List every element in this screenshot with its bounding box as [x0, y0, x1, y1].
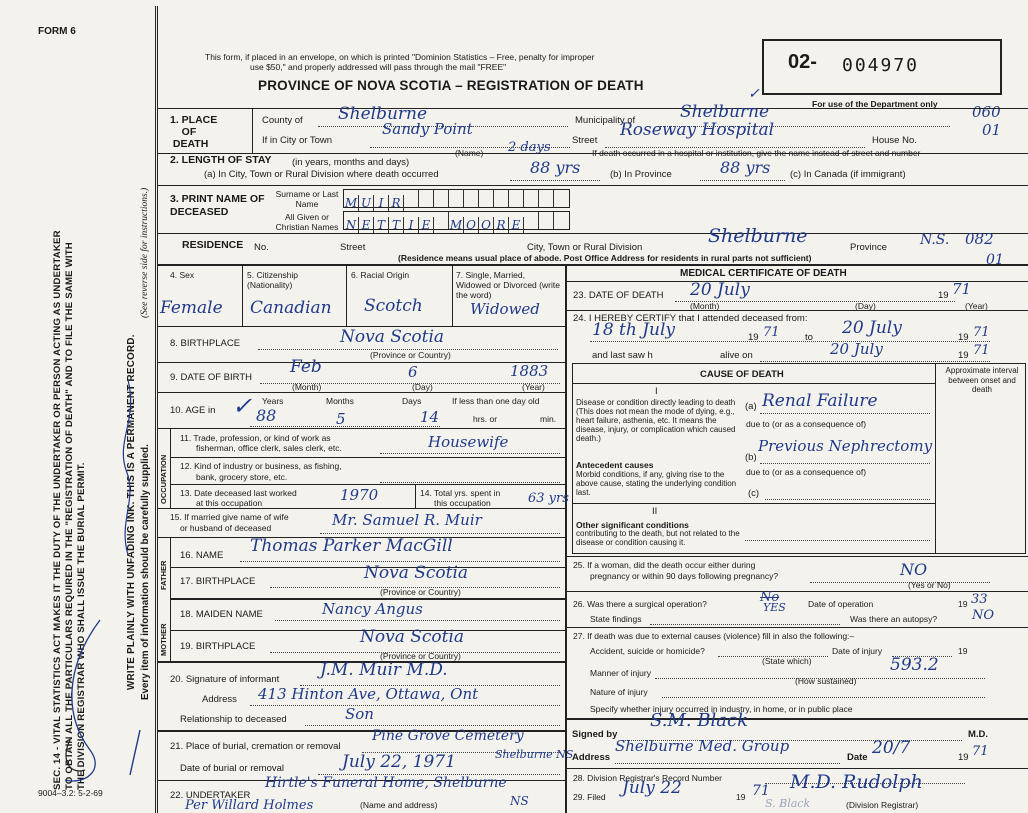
interval-header: Approximate interval between onset and death [945, 366, 1019, 394]
given-letter: N [344, 217, 359, 234]
q27-label: 27. If death was due to external causes (violence) fill in also the following:– [573, 631, 855, 641]
trade-label-2: fisherman, office clerk, sales clerk, etc. [196, 443, 342, 453]
industry-label-1: 12. Kind of industry or business, as fishing, [180, 461, 342, 471]
age-months-value: 5 [336, 410, 346, 428]
signed-by-label: Signed by [572, 729, 618, 740]
certify-label: 24. I HEREBY CERTIFY that I attended deceased from: [573, 313, 808, 324]
informant-address-value: 413 Hinton Ave, Ottawa, Ont [258, 685, 479, 703]
to-label: to [805, 332, 813, 343]
mother-birthplace-label: 19. BIRTHPLACE [180, 641, 256, 652]
autopsy-label: Was there an autopsy? [850, 614, 938, 624]
rule [567, 768, 1028, 769]
dob-month-label: (Month) [292, 382, 322, 392]
residence-city-value: Shelburne [708, 225, 808, 247]
md-label: M.D. [968, 729, 989, 740]
filed-label: 29. Filed [573, 792, 606, 802]
q26-struck: No [760, 590, 780, 605]
registration-number-box [762, 39, 1002, 95]
dept-code-3: 082 [965, 230, 994, 248]
street-label: Street [572, 135, 598, 146]
stay-local-value: 88 yrs [530, 158, 581, 177]
injury-date-prefix: 19 [958, 646, 968, 656]
given-letter: R [494, 217, 509, 234]
last-nineteen: 19 [958, 350, 969, 361]
op-date-label: Date of operation [808, 599, 874, 609]
death-year-label: (Year) [965, 301, 988, 311]
specify-label: Specify whether injury occurred in industry, in home, or in public place [590, 704, 853, 714]
given-letter: O [479, 217, 494, 234]
undertaker-sub: (Name and address) [360, 800, 438, 810]
cause-a-prefix: (a) [745, 401, 757, 412]
sign-date-label: Date [847, 752, 868, 763]
city-label: If in City or Town [262, 135, 333, 146]
given-letter: I [404, 217, 419, 234]
signer-address-label: Address [572, 752, 611, 763]
given-label: All Given or Christian Names [275, 212, 339, 232]
residence-city-label: City, Town or Rural Division [527, 242, 643, 253]
dob-day-label: (Day) [412, 382, 433, 392]
age-months-label: Months [326, 396, 354, 406]
name-sub-label: (Name) [455, 148, 484, 158]
faint-stamp: S. Black [765, 797, 811, 810]
total-label-2: this occupation [434, 498, 491, 508]
q25-label-1: 25. If a woman, did the death occur either during [573, 560, 756, 570]
surname-letter [509, 190, 524, 207]
signer-address-value: Shelburne Med. Group [615, 737, 790, 755]
place-label: 1. PLACE OF DEATH [170, 114, 218, 150]
sign-date-value: 20/7 [872, 738, 911, 758]
age-check: ✓ [232, 392, 253, 420]
surname-label: Surname or Last Name [275, 189, 339, 209]
residence-province-value: N.S. [920, 232, 950, 248]
county-value: Shelburne [338, 104, 428, 124]
informant-signature-value: J.M. Muir M.D. [320, 660, 448, 680]
stay-local-label: (a) In City, Town or Rural Division where death occurred [204, 169, 439, 180]
surname-letter: I [374, 195, 389, 212]
sign-year-prefix: 19 [958, 752, 969, 763]
death-date-label: 23. DATE OF DEATH [573, 290, 664, 301]
given-letter [554, 212, 569, 229]
rule [157, 108, 1028, 109]
surname-letter [464, 190, 479, 207]
rule [157, 392, 565, 393]
cause-b-value: Previous Nephrectomy [758, 437, 933, 455]
less-day-label: If less than one day old [452, 396, 540, 406]
surname-letter: R [389, 195, 404, 212]
racial-label: 6. Racial Origin [351, 270, 410, 280]
column-divider [565, 264, 567, 813]
burial-place-value: Pine Grove Cemetery [372, 728, 524, 744]
surname-boxes [343, 189, 570, 208]
rule [567, 718, 1028, 720]
county-label: County of [262, 115, 303, 126]
write-plainly-notice: WRITE PLAINLY WITH UNFADING INK. THIS IS A PERMANENT RECORD. [126, 334, 137, 690]
signed-by-value: S.M. Black [650, 710, 748, 731]
street-value: Roseway Hospital [620, 120, 775, 140]
op-date-prefix: 19 [958, 599, 968, 609]
registration-prefix: 02- [788, 51, 817, 73]
q26-answer: YES [763, 601, 786, 614]
surname-letter [449, 190, 464, 207]
rule [252, 108, 253, 153]
surname-letter [524, 190, 539, 207]
relationship-label: Relationship to deceased [180, 714, 287, 725]
age-label: 10. AGE in [170, 405, 216, 416]
mother-maiden-value: Nancy Angus [322, 600, 423, 618]
given-letter: M [449, 218, 463, 232]
q25-answer: NO [900, 560, 928, 579]
form-code: 9004–3.2: 5-2-69 [38, 788, 103, 798]
rule [157, 362, 565, 363]
residence-label: RESIDENCE [182, 239, 244, 251]
stay-province-value: 88 yrs [720, 158, 771, 177]
other-label: Other significant conditions [576, 520, 689, 530]
other-desc: contributing to the death, but not related to the disease or condition causing it. [576, 529, 740, 547]
surname-letter [419, 190, 434, 207]
burial-date-value: July 22, 1971 [342, 752, 456, 772]
part-one: I [655, 386, 658, 397]
print-name-label: 3. PRINT NAME OF DECEASED [170, 193, 265, 218]
last-worked-label-1: 13. Date deceased last worked [180, 488, 297, 498]
rule [157, 428, 565, 429]
autopsy-answer: NO [972, 608, 995, 623]
death-date-value: 20 July [690, 280, 750, 300]
burial-date-label: Date of burial or removal [180, 763, 285, 774]
surname-letter [539, 190, 554, 207]
op-date-value: 33 [971, 592, 988, 607]
attended-to-value: 20 July [842, 318, 902, 338]
cause-b-prefix: (b) [745, 452, 757, 463]
dob-month: Feb [290, 357, 322, 377]
stay-sub: (in years, months and days) [292, 157, 410, 168]
rule [567, 591, 1028, 592]
given-letter [434, 212, 449, 229]
father-birthplace-value: Nova Scotia [364, 563, 469, 583]
manner-code: 593.2 [890, 655, 939, 675]
rule [567, 310, 1028, 311]
sign-year-value: 71 [972, 744, 989, 759]
trade-value: Housewife [428, 433, 509, 451]
institution-note: If death occurred in a hospital or institution, give the name instead of street and number [592, 148, 921, 158]
father-side-label: FATHER [159, 560, 168, 590]
part-two: II [652, 506, 658, 517]
birthplace-sub: (Province or Country) [370, 350, 451, 360]
rule [567, 627, 1028, 628]
age-years-label: Years [262, 396, 284, 406]
from-nineteen: 19 [748, 332, 759, 343]
given-letter: E [419, 217, 434, 234]
medical-header: MEDICAL CERTIFICATE OF DEATH [680, 268, 847, 279]
stay-province-label: (b) In Province [610, 169, 672, 180]
injury-date-label: Date of injury [832, 646, 883, 656]
rule [157, 153, 1028, 154]
rule [170, 484, 565, 485]
industry-label-2: bank, grocery store, etc. [196, 472, 288, 482]
relationship-value: Son [345, 705, 374, 723]
q26-label: 26. Was there a surgical operation? [573, 599, 707, 609]
attended-from-value: 18 th July [592, 320, 676, 340]
age-years-value: 88 [256, 406, 277, 425]
mother-birthplace-value: Nova Scotia [360, 627, 465, 647]
trade-label-1: 11. Trade, profession, or kind of work as [180, 433, 331, 443]
spouse-label-1: 15. If married give name of wife [170, 512, 289, 522]
mother-maiden-label: 18. MAIDEN NAME [180, 609, 263, 620]
registrar-label: (Division Registrar) [846, 800, 919, 810]
father-name-label: 16. NAME [180, 550, 224, 561]
last-worked-label-2: at this occupation [196, 498, 263, 508]
record-number-label: 28. Division Registrar's Record Number [573, 773, 723, 783]
citizenship-label: 5. Citizenship (Nationality) [247, 270, 299, 290]
rule [157, 508, 565, 509]
filed-year-value: 71 [752, 783, 770, 799]
page-title: PROVINCE OF NOVA SCOTIA – REGISTRATION OF DEATH [258, 78, 644, 93]
findings-label: State findings [590, 614, 642, 624]
sex-label: 4. Sex [170, 270, 195, 280]
attended-to-year: 71 [973, 325, 990, 340]
informant-signature-label: 20. Signature of informant [170, 674, 280, 685]
father-birthplace-label: 17. BIRTHPLACE [180, 576, 256, 587]
antecedent-desc: Morbid conditions, if any, giving rise to the above cause, stating the underlying condition last. [576, 470, 737, 497]
death-month-label: (Month) [690, 301, 720, 311]
stay-local-days: 2 days [508, 140, 551, 155]
state-which: (State which) [762, 656, 812, 666]
to-nineteen: 19 [958, 332, 969, 343]
surname-letter: M [344, 196, 358, 210]
birthplace-value: Nova Scotia [340, 327, 445, 347]
filed-value: July 22 [622, 778, 682, 798]
form-left-rule [155, 6, 156, 813]
hrs-label: hrs. or [473, 414, 498, 424]
rule [157, 185, 1028, 186]
given-boxes [343, 211, 570, 230]
residence-province-label: Province [850, 242, 887, 253]
mail-note-2: use $50," and properly addressed will pass through the mail "FREE" [250, 62, 507, 72]
vital-statistics-notice: SEC. 14 - VITAL STATISTICS ACT MAKES IT THE DUTY OF THE UNDERTAKER OR PERSON ACTING AS UNDERTAKER TO OBTAIN ALL THE PARTICULARS REQUIRED IN THE "REGISTRATION OF DEATH" AND TO FILE THE SAME WITH THE DIVISION REGISTRAR WHO SHALL ISSUE THE BURIAL PERMIT. [52, 230, 87, 790]
total-value: 63 yrs [528, 491, 569, 506]
dept-code-2: 01 [982, 121, 1002, 139]
surname-letter [494, 190, 509, 207]
residence-no-label: No. [254, 242, 269, 253]
burial-place-town: Shelburne NS [495, 748, 574, 761]
age-days-label: Days [402, 396, 422, 406]
dob-year-label: (Year) [522, 382, 545, 392]
municipality-value: Shelburne [680, 102, 770, 122]
cause-a-value: Renal Failure [762, 391, 878, 411]
given-letter: O [464, 217, 479, 234]
given-letter: E [509, 217, 524, 234]
surname-letter [554, 190, 569, 207]
last-seen-value: 20 July [830, 340, 883, 358]
rule [157, 233, 1028, 234]
father-name-value: Thomas Parker MacGill [250, 536, 453, 556]
surname-letter [434, 190, 449, 207]
spouse-label-2: or husband of deceased [180, 523, 272, 533]
mother-side-label: MOTHER [159, 623, 168, 656]
min-label: min. [540, 414, 557, 424]
father-birthplace-sub: (Province or Country) [380, 587, 461, 597]
registrar-signature: M.D. Rudolph [790, 771, 923, 793]
undertaker-province: NS [510, 794, 529, 808]
stay-canada-label: (c) In Canada (if immigrant) [790, 169, 906, 180]
last-worked-value: 1970 [340, 486, 379, 504]
cause-header: CAUSE OF DEATH [700, 369, 784, 380]
how-sustained: (How sustained) [795, 676, 857, 686]
check-mark: ✓ [748, 86, 760, 102]
dob-day: 6 [408, 363, 418, 381]
see-reverse-notice: (See reverse side for instructions.) [140, 187, 150, 318]
attended-from-year: 71 [763, 325, 780, 340]
house-label: House No. [872, 135, 917, 146]
marital-label: 7. Single, Married, Widowed or Divorced (write the word) [456, 270, 560, 300]
citizenship-value: Canadian [250, 298, 332, 318]
given-letter: T [374, 217, 389, 234]
death-day-label: (Day) [855, 301, 876, 311]
marital-value: Widowed [470, 300, 540, 318]
cause-c-prefix: (c) [748, 488, 760, 499]
birthplace-label: 8. BIRTHPLACE [170, 338, 241, 349]
every-item-notice: Every item of information should be carefully supplied. [140, 444, 151, 700]
given-letter [539, 212, 554, 229]
direct-cause-label: Disease or condition directly leading to death (This does not mean the mode of dying, e.g., heart failure, asthenia, etc. It means the disease, injury, or complication which caused death.) [576, 398, 736, 443]
racial-value: Scotch [364, 296, 423, 316]
city-value: Sandy Point [382, 120, 473, 138]
residence-note: (Residence means usual place of abode. Post Office Address for residents in rural parts not sufficient) [398, 253, 812, 263]
undertaker-label: 22. UNDERTAKER [170, 790, 251, 801]
rule [567, 556, 1028, 557]
yes-no-label: (Yes or No) [908, 580, 951, 590]
antecedent-label: Antecedent causes [576, 460, 654, 470]
alive-on-label: alive on [720, 350, 753, 361]
q25-label-2: pregnancy or within 90 days following pregnancy? [590, 571, 779, 581]
undertaker-value: Hirtle's Funeral Home, Shelburne [265, 775, 507, 791]
surname-letter: U [359, 195, 374, 212]
mother-birthplace-sub: (Province or Country) [380, 651, 461, 661]
mail-note-1: This form, if placed in an envelope, on which is printed "Dominion Statistics – Free, penalty for improper [205, 52, 595, 62]
registration-number: 004970 [842, 55, 920, 76]
burial-place-label: 21. Place of burial, cremation or removal [170, 741, 341, 752]
rule [170, 457, 565, 458]
informant-address-label: Address [202, 694, 237, 705]
age-days-value: 14 [420, 408, 440, 426]
accident-label: Accident, suicide or homicide? [590, 646, 705, 656]
stay-label: 2. LENGTH OF STAY [170, 154, 272, 166]
form-left-rule-2 [157, 6, 158, 813]
death-year-value: 71 [952, 280, 972, 298]
surname-letter [404, 190, 419, 207]
last-saw-label: and last saw h [592, 350, 653, 361]
undertaker-by: Per Willard Holmes [185, 798, 314, 813]
dob-year: 1883 [510, 362, 549, 380]
spouse-value: Mr. Samuel R. Muir [332, 511, 482, 529]
manner-label: Manner of injury [590, 668, 651, 678]
sex-value: Female [160, 298, 223, 318]
nature-label: Nature of injury [590, 687, 648, 697]
municipality-label: Municipality of [575, 115, 636, 126]
dept-code-4: 01 [986, 252, 1004, 268]
dept-code-1: 060 [972, 103, 1001, 121]
dob-label: 9. DATE OF BIRTH [170, 372, 252, 383]
surname-letter [479, 190, 494, 207]
pen-signature-margin [108, 360, 148, 560]
occupation-side-label: OCCUPATION [159, 454, 168, 504]
given-letter [524, 212, 539, 229]
due-to-2: due to (or as a consequence of) [746, 467, 867, 477]
given-letter: E [359, 217, 374, 234]
pen-scribble [30, 600, 150, 790]
total-label-1: 14. Total yrs. spent in [420, 488, 501, 498]
dept-use-label: For use of the Department only [812, 99, 938, 109]
rule [157, 264, 1028, 266]
due-to-1: due to (or as a consequence of) [746, 419, 867, 429]
filed-year-prefix: 19 [736, 792, 746, 802]
form-number: FORM 6 [38, 26, 76, 37]
last-seen-year: 71 [973, 343, 990, 358]
given-letter: T [389, 217, 404, 234]
residence-street-label: Street [340, 242, 366, 253]
death-year-prefix: 19 [938, 290, 949, 301]
